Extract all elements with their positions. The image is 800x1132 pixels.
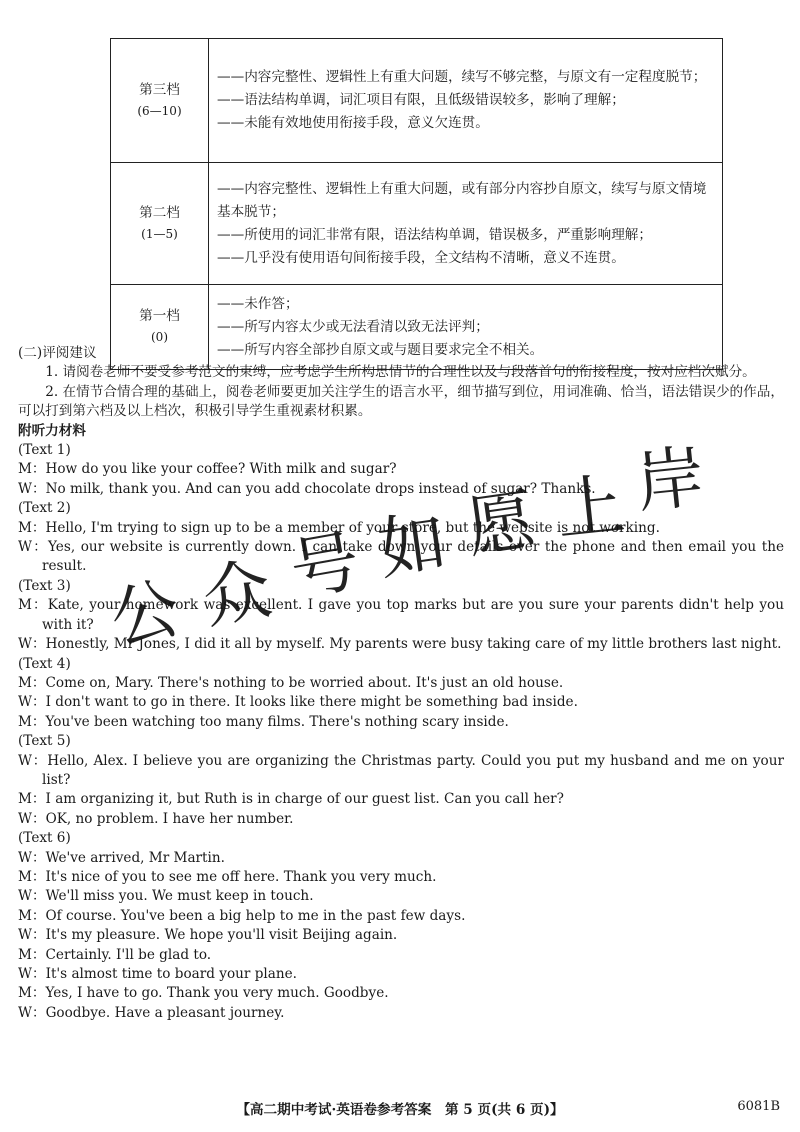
dialogue-line [18,790,784,809]
watermark-char: 号 [284,521,366,612]
watermark-char: 如 [373,502,453,591]
grade-range: (0) [151,330,168,344]
dialogue-text: Goodbye. Have a pleasant journey. [45,1004,285,1021]
dialogue-line [18,752,784,791]
criterion: ——所使用的词汇非常有限，语法结构单调，错误极多，严重影响理解； [217,226,652,243]
dialogue-text: Honestly, Mr Jones, I did it all by myself. My parents were busy taking care of my little brothers last night. [45,636,782,653]
speaker-label: W： [18,966,46,982]
dialogue-line [18,693,784,712]
speaker-label: W： [18,636,46,653]
speaker-label: M： [18,907,46,924]
advice-heading: (二)评阅建议 [18,345,97,361]
speaker-label: W： [18,539,49,556]
dialogue-line [18,713,784,732]
criterion: ——未能有效地使用衔接手段，意义欠连贯。 [217,115,489,131]
watermark-char: 岸 [632,437,709,524]
dialogue-line [18,596,784,635]
body-text [18,344,784,1023]
criterion: ——所写内容太少或无法看清以致无法评判； [217,318,489,335]
speaker-label: M： [18,985,46,1002]
dialogue-text: Yes, I have to go. Thank you very much. Goodbye. [45,985,389,1002]
dialogue-text: You've been watching too many films. There's nothing scary inside. [45,713,509,730]
criterion: ——语法结构单调，词汇项目有限，且低级错误较多，影响了理解； [217,92,625,108]
dialogue-text: It's almost time to board your plane. [45,966,297,982]
speaker-label: M： [18,674,46,691]
dialogue-text: We'll miss you. We must keep in touch. [45,888,314,905]
listening-heading: 附听力材料 [18,422,86,439]
watermark-char: 众 [196,549,278,640]
speaker-label: W： [18,849,46,866]
watermark-char: 公 [103,568,187,661]
speaker-label: M： [18,461,46,478]
dialogue-text: Come on, Mary. There's nothing to be worried about. It's just an old house. [45,674,564,691]
speaker-label: M： [18,713,46,730]
advice-paragraph-1: 1. 请阅卷老师不要受参考范文的束缚，应考虑学生所构思情节的合理性以及与段落首句的衔接程度，按对应档次赋分。 [45,364,756,381]
dialogue-line [18,635,784,654]
watermark-char: 上 [552,465,629,552]
grade-name: 第一档 [139,308,180,324]
speaker-label: M： [18,868,46,885]
dialogue-line [18,1004,784,1023]
grade-name: 第二档 [139,204,180,221]
text-label: (Text 2) [18,500,71,517]
advice-paragraph-2: 2. 在情节合情合理的基础上，阅卷老师要更加关注学生的语言水平，细节描写到位，用词准确、恰当，语法错误少的作品，可以打到第六档及以上档次，积极引导学生重视素材积累。 [18,383,784,420]
dialogue-line [18,849,784,868]
dialogue-text: I don't want to go in there. It looks like there might be something bad inside. [45,694,578,711]
dialogue-line [18,965,784,984]
document-code: 6081B [737,1099,780,1114]
speaker-label: W： [18,888,46,905]
text-label: (Text 5) [18,733,71,750]
dialogue-text: How do you like your coffee? With milk and sugar? [45,461,397,478]
dialogue-line [18,810,784,829]
dialogue-text: Kate, your homework was excellent. I gave you top marks but are you sure your parents didn't help you with it? [42,597,784,633]
dialogue-text: Hello, I'm trying to sign up to be a member of your store, but the website is not working. [45,519,660,536]
text-label: (Text 3) [18,577,71,594]
speaker-label: W： [18,810,46,827]
speaker-label: M： [18,791,46,808]
dialogue-text: Yes, our website is currently down. I can take down your details over the phone and then email you the result. [42,539,784,575]
text-label: (Text 4) [18,655,71,672]
dialogue-text: It's nice of you to see me off here. Thank you very much. [45,868,437,885]
dialogue-line [18,674,784,693]
criteria-cell [209,163,723,285]
speaker-label: M： [18,597,48,614]
criterion: ——几乎没有使用语句间衔接手段，全文结构不清晰，意义不连贯。 [217,249,625,266]
grade-cell [111,163,209,285]
text-label: (Text 1) [18,442,71,459]
criterion: ——内容完整性、逻辑性上有重大问题，续写不够完整，与原文有一定程度脱节； [217,69,707,85]
speaker-label: W： [18,1004,46,1021]
grade-name: 第三档 [139,81,180,98]
dialogue-text: No milk, thank you. And can you add chocolate drops instead of sugar? Thanks. [45,480,596,497]
dialogue-text: Of course. You've been a big help to me in the past few days. [45,907,466,924]
dialogue-text: Hello, Alex. I believe you are organizing the Christmas party. Could you put my husband and me on your list? [42,752,784,788]
dialogue-text: I am organizing it, but Ruth is in charge of our guest list. Can you call her? [45,791,564,808]
dialogue-line [18,519,784,538]
dialogue-line [18,907,784,926]
dialogue-text: It's my pleasure. We hope you'll visit Beijing again. [45,927,398,944]
dialogue-line [18,926,784,945]
dialogue-line [18,984,784,1003]
grade-range: (1—5) [141,226,178,241]
watermark-char: 愿 [461,480,541,569]
dialogue-line [18,480,784,499]
speaker-label: W： [18,480,46,497]
grade-cell [111,39,209,163]
dialogue-line [18,538,784,577]
speaker-label: M： [18,946,46,963]
dialogue-line [18,946,784,965]
criterion: ——所写内容全部抄自原文或与题目要求完全不相关。 [217,341,544,358]
rubric-row [111,39,723,163]
grade-range: (6—10) [137,103,182,118]
criteria-cell [209,39,723,163]
speaker-label: W： [18,927,46,944]
dialogue-text: OK, no problem. I have her number. [45,810,294,827]
criterion: ——未作答； [217,295,299,312]
dialogue-line [18,887,784,906]
dialogue-text: We've arrived, Mr Martin. [45,849,225,866]
criterion: ——内容完整性、逻辑性上有重大问题，或有部分内容抄自原文，续写与原文情境基本脱节； [217,180,707,220]
dialogue-text: Certainly. I'll be glad to. [45,946,212,963]
speaker-label: M： [18,519,46,536]
dialogue-line [18,868,784,887]
listening-transcript [18,441,784,1023]
scoring-rubric-table [110,38,723,370]
speaker-label: W： [18,694,46,711]
dialogue-line [18,460,784,479]
speaker-label: W： [18,752,48,769]
rubric-row [111,163,723,285]
text-label: (Text 6) [18,830,71,847]
page-footer: 【高二期中考试·英语卷参考答案 第 5 页(共 6 页)】 [236,1102,564,1118]
